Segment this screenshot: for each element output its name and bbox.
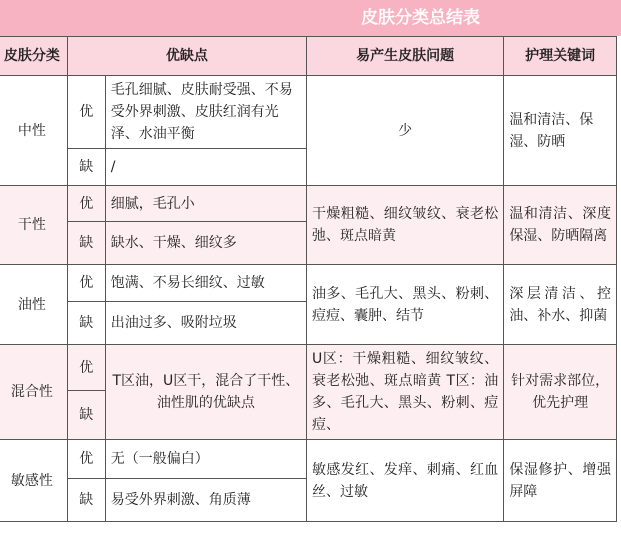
skin-type-cell: 油性: [0, 265, 67, 345]
pros-cell: 细腻，毛孔小: [105, 186, 306, 222]
cons-cell: 缺水、干燥、细纹多: [105, 222, 306, 265]
table-title: 皮肤分类总结表: [361, 8, 480, 28]
skin-type-cell: 敏感性: [0, 440, 67, 522]
pros-cell: 毛孔细腻、皮肤耐受强、不易受外界刺激、皮肤红润有光泽、水油平衡: [105, 76, 306, 149]
cons-label: 缺: [67, 149, 105, 186]
pros-label: 优: [67, 265, 105, 302]
title-bar: [0, 0, 621, 36]
cons-label: 缺: [67, 391, 105, 440]
table-row: [0, 265, 617, 302]
pros-label: 优: [67, 440, 105, 479]
issues-cell: 少: [307, 76, 504, 186]
header-pros-cons: 优缺点: [67, 37, 306, 76]
header-care: 护理关键词: [504, 37, 617, 76]
care-cell: 温和清洁、保湿、防晒: [504, 76, 617, 186]
pros-label: 优: [67, 186, 105, 222]
care-cell: 深层清洁、控油、补水、抑菌: [504, 265, 617, 345]
pros-label: 优: [67, 345, 105, 391]
pros-cell: T区油，U区干，混合了干性、油性肌的优缺点: [105, 345, 306, 440]
issues-cell: U区：干燥粗糙、细纹皱纹、衰老松弛、斑点暗黄 T区：油多、毛孔大、黑头、粉刺、痘痘、: [307, 345, 504, 440]
cons-label: 缺: [67, 479, 105, 522]
skin-type-table: [0, 36, 617, 522]
pros-label: 优: [67, 76, 105, 149]
care-cell: 针对需求部位，优先护理: [504, 345, 617, 440]
cons-cell: 易受外界刺激、角质薄: [105, 479, 306, 522]
care-cell: 保湿修护、增强屏障: [504, 440, 617, 522]
cons-label: 缺: [67, 302, 105, 345]
issues-cell: 油多、毛孔大、黑头、粉刺、痘痘、囊肿、结节: [307, 265, 504, 345]
table-row: [0, 76, 617, 149]
table-row: [0, 186, 617, 222]
skin-type-cell: 干性: [0, 186, 67, 265]
pros-cell: 饱满、不易长细纹、过敏: [105, 265, 306, 302]
pros-cell: 无（一般偏白）: [105, 440, 306, 479]
cons-label: 缺: [67, 222, 105, 265]
table-row: [0, 440, 617, 479]
header-row: [0, 37, 617, 76]
header-skin-type: 皮肤分类: [0, 37, 67, 76]
skin-type-cell: 混合性: [0, 345, 67, 440]
issues-cell: 干燥粗糙、细纹皱纹、衰老松弛、斑点暗黄: [307, 186, 504, 265]
care-cell: 温和清洁、深度保湿、防晒隔离: [504, 186, 617, 265]
skin-type-cell: 中性: [0, 76, 67, 186]
header-issues: 易产生皮肤问题: [307, 37, 504, 76]
cons-cell: /: [105, 149, 306, 186]
issues-cell: 敏感发红、发痒、刺痛、红血丝、过敏: [307, 440, 504, 522]
cons-cell: 出油过多、吸附垃圾: [105, 302, 306, 345]
table-row: [0, 345, 617, 391]
